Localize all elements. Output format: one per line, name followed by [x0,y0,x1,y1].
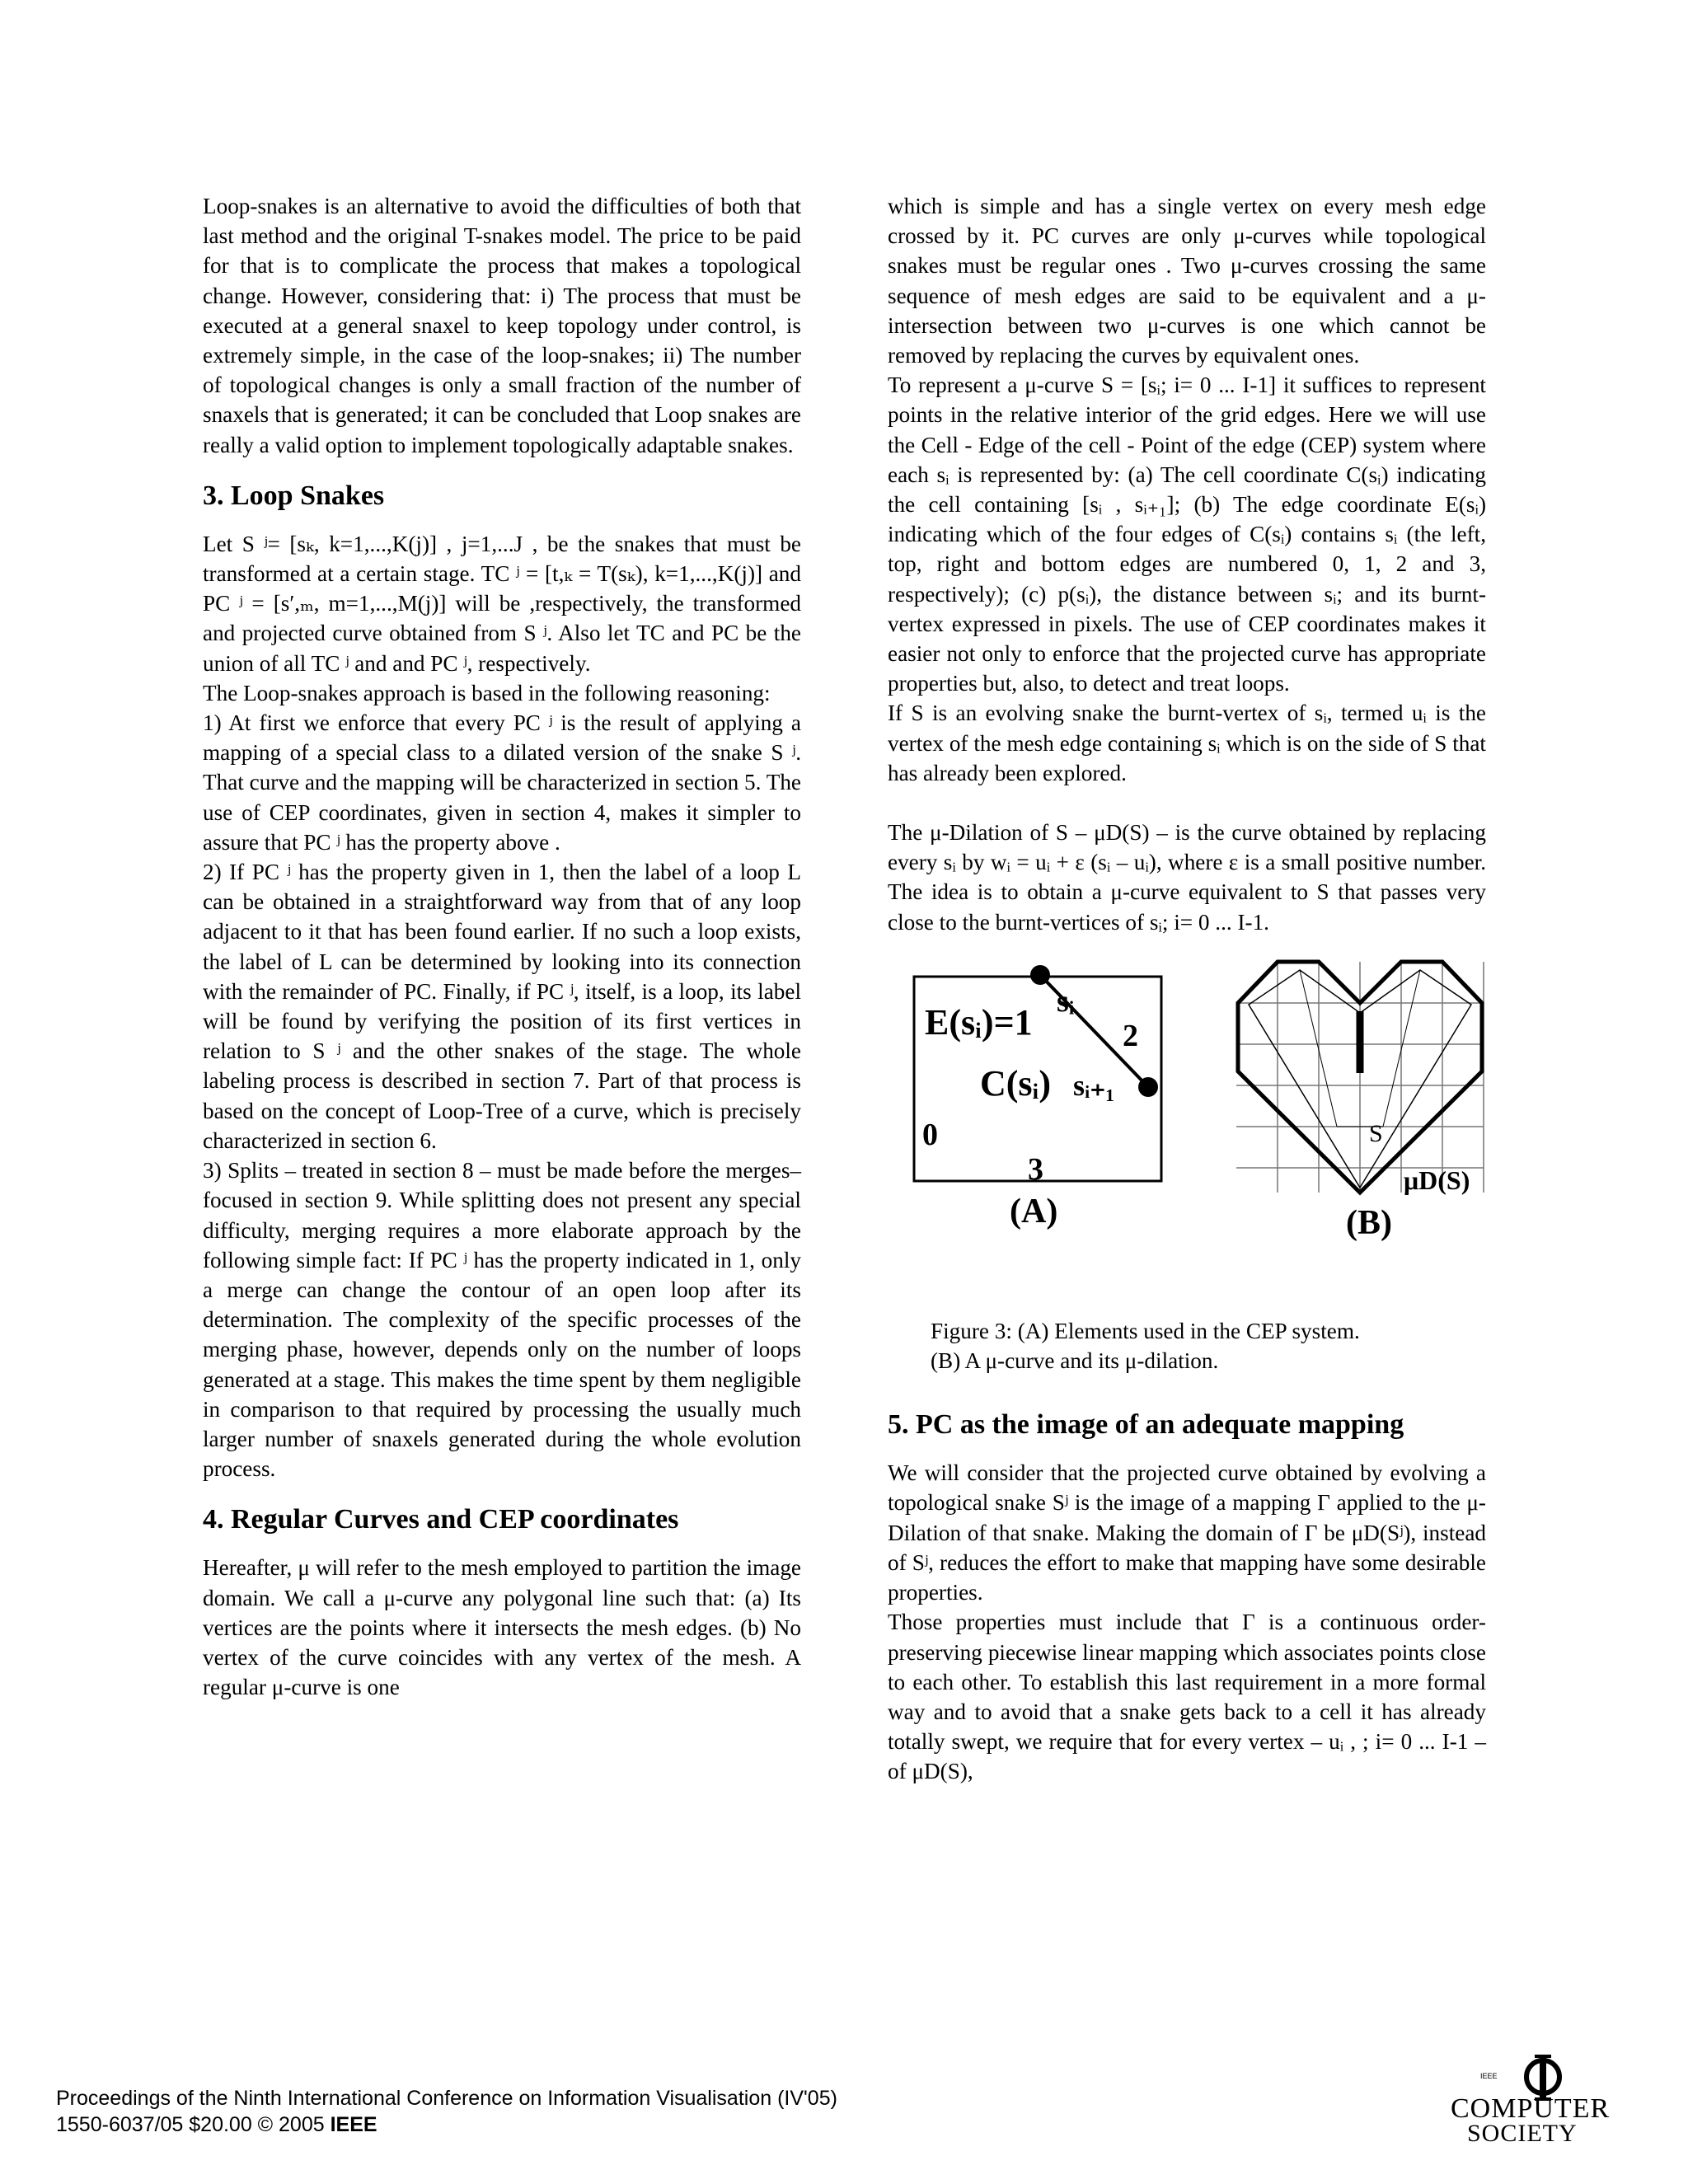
figure-3 [888,954,1486,1316]
si1-label: sᵢ₊₁ [1073,1068,1115,1102]
logo-ieee-text: IEEE [1480,2072,1498,2080]
cell-coordinate-label: C(sᵢ) [980,1062,1052,1104]
section-5-heading: 5. PC as the image of an adequate mapping [888,1409,1404,1441]
caption-line-1: Figure 3: (A) Elements used in the CEP system. [931,1318,1360,1343]
section-3-item-2: 2) If PC ʲ has the property given in 1, then the label of a loop L can be obtained in a straightforward way from that of any loop adjacent to it that has been found earlier. If no such a loop exists, the label of L can be determined by looking into its connection with the remainder of PC. Finally, if PC ʲ, itself, is a loop, its label will be found by verifying the position of its first vertices in relation to S ʲ and the other snakes of the stage. The whole labeling process is described in section 7. Part of that process is based on the concept of Loop-Tree of a curve, which is precisely characterized in section 6. [203,860,801,1153]
left-column [203,191,801,1702]
section-3-heading: 3. Loop Snakes [203,480,385,511]
logo-computer-text: COMPUTER [1451,2093,1611,2124]
figure-3-diagram [888,954,1486,1316]
vertex-si-dot [1030,965,1050,985]
right-column [888,191,1486,1787]
right-paragraph-3: If S is an evolving snake the burnt-vertex of sᵢ, termed uᵢ is the vertex of the mesh edge containing sᵢ which is on the side of S that has already been explored. [888,701,1486,785]
section-5-paragraph-1: We will consider that the projected curve obtained by evolving a topological snake Sʲ is the image of a mapping Γ applied to the μ-Dilation of that snake. Making the domain of Γ be μD(Sʲ), instead of Sʲ, reduces the effort to make that mapping have some desirable properties. [888,1460,1486,1605]
edge-0-label: 0 [922,1117,938,1152]
section-4-heading: 4. Regular Curves and CEP coordinates [203,1504,679,1535]
computer-society-logo [1451,2054,1640,2147]
paragraph-gap [888,788,1486,818]
section-3-item-1: 1) At first we enforce that every PC ʲ is the result of applying a mapping of a special class to a dilated version of the snake S ʲ. That curve and the mapping will be characterized in section 5. The use of CEP coordinates, given in section 4, makes it simpler to assure that PC ʲ has the property above . [203,710,801,855]
section-3-paragraph-2: The Loop-snakes approach is based in the following reasoning: [203,680,771,705]
mud-label: μD(S) [1404,1165,1470,1195]
right-paragraph-4: The μ-Dilation of S – μD(S) – is the curve obtained by replacing every sᵢ by wᵢ = uᵢ + ε (sᵢ – uᵢ), where ε is a small positive number. The idea is to obtain a μ-curve equivalent to S that passes very close to the burnt-vertices of sᵢ; i= 0 ... I-1. [888,820,1486,935]
caption-line-2: (B) A μ-curve and its μ-dilation. [931,1348,1219,1374]
vertex-si1-dot [1138,1077,1158,1097]
footer [56,2085,837,2138]
footer-conference: Proceedings of the Ninth International Conference on Information Visualisation (IV'05) [56,2087,837,2110]
footer-issn [56,2111,837,2138]
section-3-paragraph-1: Let S ʲ= [sₖ, k=1,...,K(j)] , j=1,...J , be the snakes that must be transformed at a certain stage. TC ʲ = [t,ₖ = T(sₖ), k=1,...,K(j)] and PC ʲ = [s′,ₘ, m=1,...,M(j)] will be ,respectively, the transformed and projected curve obtained from S ʲ. Also let TC and PC be the union of all TC ʲ and and PC ʲ, respectively. [203,531,801,676]
panel-b-label: (B) [1346,1203,1392,1242]
s-label: S [1369,1119,1383,1147]
si-label: sᵢ [1057,983,1075,1019]
mesh-grid [1236,962,1484,1193]
edge-2-label: 2 [1123,1018,1138,1053]
section-3-item-3: 3) Splits – treated in section 8 – must be made before the merges– focused in section 9. While splitting does not present any special difficulty, merging requires a more elaborate approach by the following simple fact: If PC ʲ has the property indicated in 1, only a merge can change the contour of an open loop after its determination. The complexity of the specific processes of the merging phase, however, depends only on the number of loops generated at a stage. This makes the time spent by them negligible in comparison to that required by processing the usually much larger number of snaxels generated during the whole evolution process. [203,1158,801,1482]
section-5-paragraph-2: Those properties must include that Γ is a continuous order-preserving piecewise linear mapping which associates points close to each other. To establish this last requirement in a more formal way and to avoid that a snake gets back to a cell it has already totally swept, we require that for every vertex – uᵢ , ; i= 0 ... I-1 – of μD(S), [888,1610,1486,1784]
figure-3-caption [931,1316,1475,1376]
intro-paragraph: Loop-snakes is an alternative to avoid the difficulties of both that last method and the original T-snakes model. The price to be paid for that is to complicate the process that makes a topological change. However, considering that: i) The process that must be executed at a general snaxel to keep topology under control, is extremely simple, in the case of the loop-snakes; ii) The number of topological changes is only a small fraction of the number of snaxels that is generated; it can be concluded that Loop snakes are really a valid option to implement topologically adaptable snakes. [203,194,801,457]
edge-coordinate-label: E(sᵢ)=1 [925,1001,1033,1043]
panel-a-label: (A) [1010,1192,1058,1230]
panel-b [1236,962,1484,1242]
footer-issn-text: 1550-6037/05 $20.00 © 2005 [56,2113,331,2136]
section-4-paragraph-1: Hereafter, μ will refer to the mesh employed to partition the image domain. We call a μ-curve any polygonal line such that: (a) Its vertices are the points where it intersects the mesh edges. (b) No vertex of the curve coincides with any vertex of the mesh. A regular μ-curve is one [203,1555,801,1700]
footer-ieee: IEEE [330,2113,377,2136]
panel-a [914,965,1161,1230]
logo-society-text: SOCIETY [1467,2120,1578,2147]
right-paragraph-1: which is simple and has a single vertex on every mesh edge crossed by it. PC curves are only μ-curves while topological snakes must be regular ones . Two μ-curves crossing the same sequence of mesh edges are said to be equivalent and a μ-intersection between two μ-curves is one which cannot be removed by replacing the curves by equivalent ones. [888,194,1486,368]
right-paragraph-2: To represent a μ-curve S = [sᵢ; i= 0 ... I-1] it suffices to represent points in the relative interior of the grid edges. Here we will use the Cell - Edge of the cell - Point of the edge (CEP) system where each sᵢ is represented by: (a) The cell coordinate C(sᵢ) indicating the cell containing [sᵢ , sᵢ₊₁]; (b) The edge coordinate E(sᵢ) indicating which of the four edges of C(sᵢ) contains sᵢ (the left, top, right and bottom edges are numbered 0, 1, 2 and 3, respectively); (c) p(sᵢ), the distance between sᵢ; and its burnt-vertex expressed in pixels. The use of CEP coordinates makes it easier not only to enforce that the projected curve has appropriate properties but, also, to detect and treat loops. [888,373,1486,696]
edge-3-label: 3 [1028,1151,1043,1187]
